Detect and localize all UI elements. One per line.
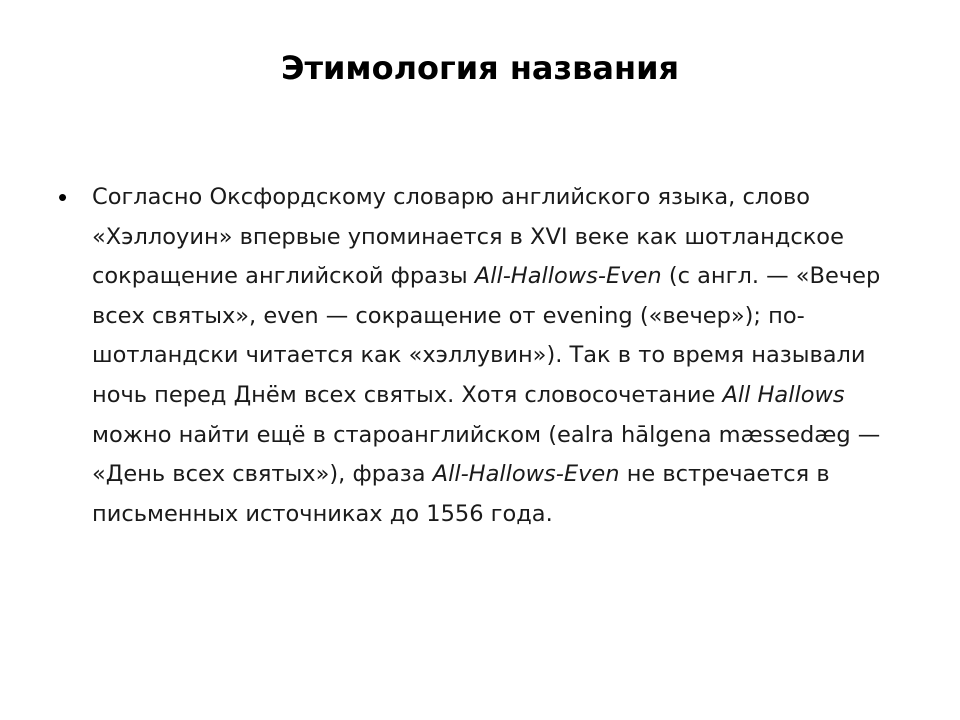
bullet-dot: • (58, 182, 68, 212)
text-run: Согласно Оксфордскому словарю английского языка, слово «Хэллоуин» впервые упоминается в XVI веке как шотландское сокращение английской фразы (92, 184, 844, 290)
text-run: не встречается в письменных источниках до 1556 года. (92, 461, 830, 527)
text-run-italic: All Hallows (722, 381, 845, 408)
bullet-text (92, 178, 882, 534)
slide-content (52, 178, 882, 534)
text-run: (с англ. — «Вечер всех святых», even — сокращение от evening («вечер»); по-шотландски читается как «хэллувин»). Так в то время называли ночь перед Днём всех святых. Хотя словосочетание (92, 263, 881, 408)
text-run-italic: All-Hallows-Even (432, 461, 620, 488)
bullet-item (52, 178, 882, 534)
text-run-italic: All-Hallows-Even (474, 263, 662, 290)
text-run: можно найти ещё в староанглийском (ealra hālgena mæssedæg — «День всех святых»), фраза (92, 421, 881, 488)
slide-title: Этимология названия (280, 49, 680, 87)
